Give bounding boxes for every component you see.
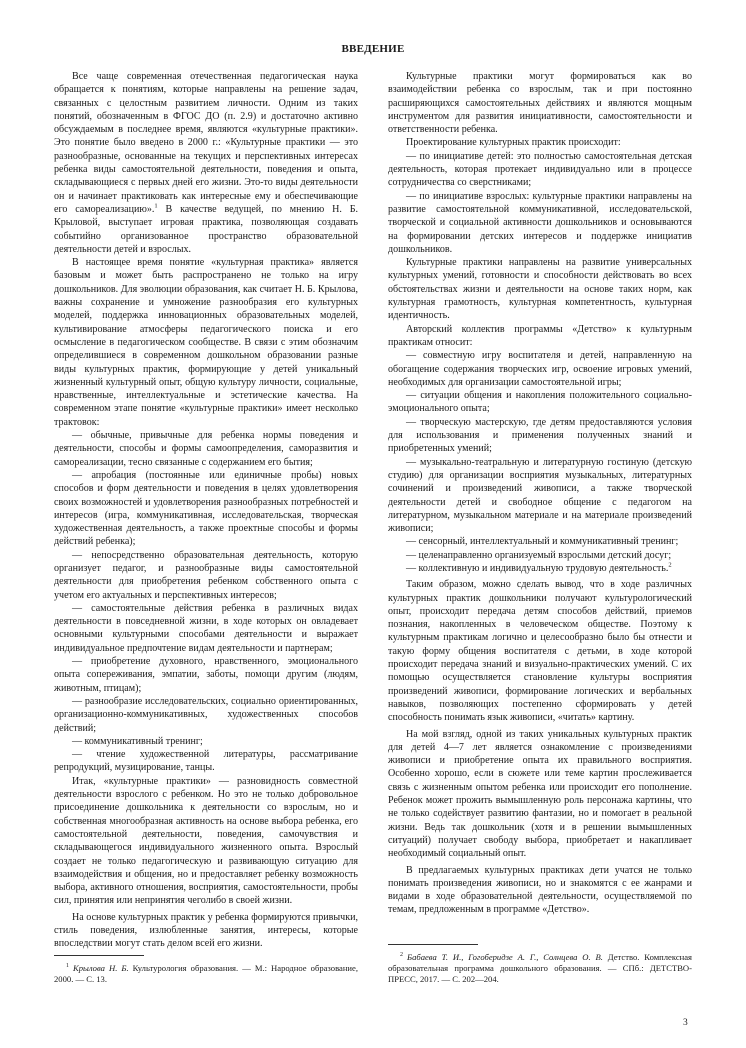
paragraph: Культурные практики направлены на развитие универсальных культурных умений, готовности и способности действовать во всех обстоятельствах жизни и деятельности на основе таких норм, как культурная грамотность, культурная компетентность, культурная идентичность. [388, 257, 692, 322]
list-item: — музыкально-театральную и литературную гостиную (детскую студию) для организации восприятия музыкальных, литературных сочинений и произведений живописи, а также творческой деятельности детей и свободное общение с педагогом на литературном, музыкальном материале и на материале произведений живописи; [388, 456, 692, 535]
right-column [388, 70, 692, 917]
footnote-ref: 1 [154, 202, 158, 210]
footnote-divider [54, 955, 144, 956]
left-column [54, 70, 358, 951]
page-number: 3 [683, 1018, 688, 1028]
footnote-ref: 2 [668, 561, 672, 569]
list-item: — коллективную и индивидуальную трудовую деятельность.$^2$ [406, 561, 672, 574]
list-item: — самостоятельные действия ребенка в различных видах деятельности в повседневной жизни, в ходе которых он овладевает основными культурными способами деятельности и выражает индивидуальное предпочтение видам деятельности и партнерам; [54, 602, 358, 654]
list-item: — чтение художественной литературы, рассматривание репродукций, музицирование, танцы. [54, 749, 358, 774]
footnote-text: Детство. Комплексная образовательная программа дошкольного образования. — СПб.: ДЕТСТВО-ПРЕСС, 2017. — С. 202—204. [388, 952, 692, 984]
paragraph: Проектирование культурных практик происходит: [406, 137, 621, 149]
paragraph: На мой взгляд, одной из таких уникальных культурных практик для детей 4—7 лет является ознакомление с произведениями живописи и приобретение опыта их правильного восприятия. Особенно хорошо, если в сюжете или теме картин прослеживается связь с жизненным опытом ребенка или происходит его пополнение. Ребенок может прожить вымышленную роль персонажа картины, что не только содействует развитию фантазии, но и помогает в реальной жизни. Ведь так дошкольник (хотя и в решении вымышленных ситуаций) получает свободу выбора, приобретает и накапливает необходимый социальный опыт. [388, 728, 692, 860]
list-item: — по инициативе взрослых: культурные практики направлены на развитие самостоятельной коммуникативной, исследовательской, творческой и социальной активности дошкольников и основываются на формировании детских интересов и поддержке инициатив дошкольников. [388, 190, 692, 255]
list-item: — непосредственно образовательная деятельность, которую организует педагог, и разнообразные виды самостоятельной деятельности для приобретения ребенком собственного опыта с учетом его актуальных и перспективных интересов; [54, 549, 358, 601]
list-item: — творческую мастерскую, где детям предоставляются условия для использования и применения полученных знаний и приобретенных умений; [388, 416, 692, 455]
list-item: — разнообразие исследовательских, социально ориентированных, организационно-коммуникативных, художественных способов действий; [54, 695, 358, 734]
list-item: — сенсорный, интеллектуальный и коммуникативный тренинг; [406, 536, 679, 548]
paragraph: Культурные практики могут формироваться как во взаимодействии ребенка со взрослым, так и при постоянно расширяющихся самостоятельных действиях и являются мощным инструментом для развития инициативности, самостоятельности и ответственности ребенка. [388, 71, 692, 136]
footnote-text: Культурология образования. — М.: Народное образование, 2000. — С. 13. [54, 963, 358, 984]
list-item: — целенаправленно организуемый взрослыми детский досуг; [406, 549, 672, 561]
paragraph: Авторский коллектив программы «Детство» к культурным практикам относит: [388, 323, 692, 348]
list-item: — совместную игру воспитателя и детей, направленную на обогащение содержания творческих игр, освоение игровых умений, необходимых для организации самостоятельной игры; [388, 350, 692, 388]
list-item: — по инициативе детей: это полностью самостоятельная детская деятельность, которая протекает индивидуально или в процессе сотрудничества со сверстниками; [388, 150, 692, 189]
paragraph: На основе культурных практик у ребенка формируются привычки, стиль поведения, излюбленные занятия, интересы, которые впоследствии могут стать делом всей его жизни. [54, 911, 358, 950]
footnote-author: Крылова Н. Б. [73, 963, 129, 973]
section-title: ВВЕДЕНИЕ [341, 43, 405, 55]
footnote-divider [388, 944, 478, 945]
list-item: — приобретение духовного, нравственного, эмоционального опыта сопереживания, эмпатии, заботы, помощи другим (людям, животным, птицам); [54, 656, 358, 694]
list-item: — обычные, привычные для ребенка нормы поведения и деятельности, способы и формы самоопределения, саморазвития и самореализации, тесно связанные с содержанием его бытия; [54, 430, 358, 468]
footnote-2: $^2$ Бабаева Т. И., Гогоберидзе А. Г., Солнцева О. В. Детство. Комплексная образовательная программа дошкольного образования. — СПб.: ДЕТСТВО-ПРЕСС, 2017. — С. 202—204. [388, 952, 692, 984]
paragraph: Таким образом, можно сделать вывод, что в ходе различных культурных практик дошкольники получают культурологический опыт, происходит передача детям способов действий, приемов познания, накопленных в человеческом обществе. Поэтому к культурным практикам логично и целесообразно было бы отнести и такую форму общения воспитателя с детьми, в ходе которой происходит передача знаний и визуально-практических умений. С их помощью осуществляется становление культуры восприятия произведений живописи, формирование логических и вербальных навыков, позволяющих постепенно сформировать у детей способность понимать язык живописи, «читать» картину. [388, 579, 692, 724]
list-item: — коммуникативный тренинг; [72, 735, 203, 747]
list-item: — ситуации общения и накопления положительного социально-эмоционального опыта; [388, 390, 692, 415]
footnote-1: $^1$ Крылова Н. Б. Культурология образования. — М.: Народное образование, 2000. — С. 13. [54, 963, 358, 984]
paragraph: Итак, «культурные практики» — разновидность совместной деятельности взрослого с ребенком. Но это не только добровольное присоединение дошкольника к деятельности со взрослым, но и собственная многообразная активность на основе выбора ребенка, его самостоятельной деятельности, поведения, самочувствия и складывающегося индивидуального жизненного опыта. Взрослый создает не только педагогическую и развивающую ситуацию для взаимодействия и общения, но и предоставляет ребенку возможность выбора, активного отношения, восприятия, самостоятельности, пробы сил, принятия или непринятия чеголибо в своей жизни. [54, 775, 358, 907]
paragraph: В предлагаемых культурных практиках дети учатся не только понимать произведения живописи, но и знакомятся с ее жанрами и видами в ходе образовательной деятельности, осуществляемой по темам, предложенным в программе «Детство». [388, 864, 692, 916]
list-item: — апробация (постоянные или единичные пробы) новых способов и форм деятельности и поведения в целях удовлетворения своих возможностей и удовлетворения разнообразных потребностей и интересов (игра, коммуникативная, исследовательская, творческая художественная деятельность, а также проектные способы и формы действий ребенка); [54, 469, 358, 548]
paragraph: Все чаще современная отечественная педагогическая наука обращается к понятиям, которые направлены на решение задач, связанных с целостным развитием личности. Одним из таких понятий, обозначенным в ФГОС ДО (п. 2.9) и достаточно активно обсуждаемым в последнее время, являются «культурные практики». Это понятие было введено в 2000 г.: «Культурные практики — это разнообразные, основанные на текущих и перспективных интересах ребенка виды самостоятельной деятельности, поведения и опыта, складывающиеся с первых дней его жизни. Это-то виды деятельности он и начинает практиковать как интересные ему и обеспечивающие его самореализацию».$^1$ В качестве ведущей, по мнению Н. Б. Крыловой, выступает игровая практика, позволяющая создавать событийно организованное пространство образовательной деятельности детей и взрослых. [54, 71, 359, 255]
footnote-author: Бабаева Т. И., Гогоберидзе А. Г., Солнцева О. В. [407, 952, 603, 962]
paragraph: В настоящее время понятие «культурная практика» является базовым и может быть распространено не только на игру дошкольников. Для эволюции образования, как считает Н. Б. Крылова, важны сохранение и умножение разнообразия его культурных моделей, поддержка инновационных образовательных моделей, культивирование атмосферы педагогического поиска и его осмысление в педагогическом сообществе. В связи с этим обозначим определившиеся в современном дошкольном образовании разные виды культурных практик, формирующие у детей уникальный жизненный культурный опыт, общую культуру личности, социальные, нравственные, интеллектуальные и эстетические качества. На современном этапе понятие «культурные практики» имеет несколько трактовок: [54, 257, 358, 428]
